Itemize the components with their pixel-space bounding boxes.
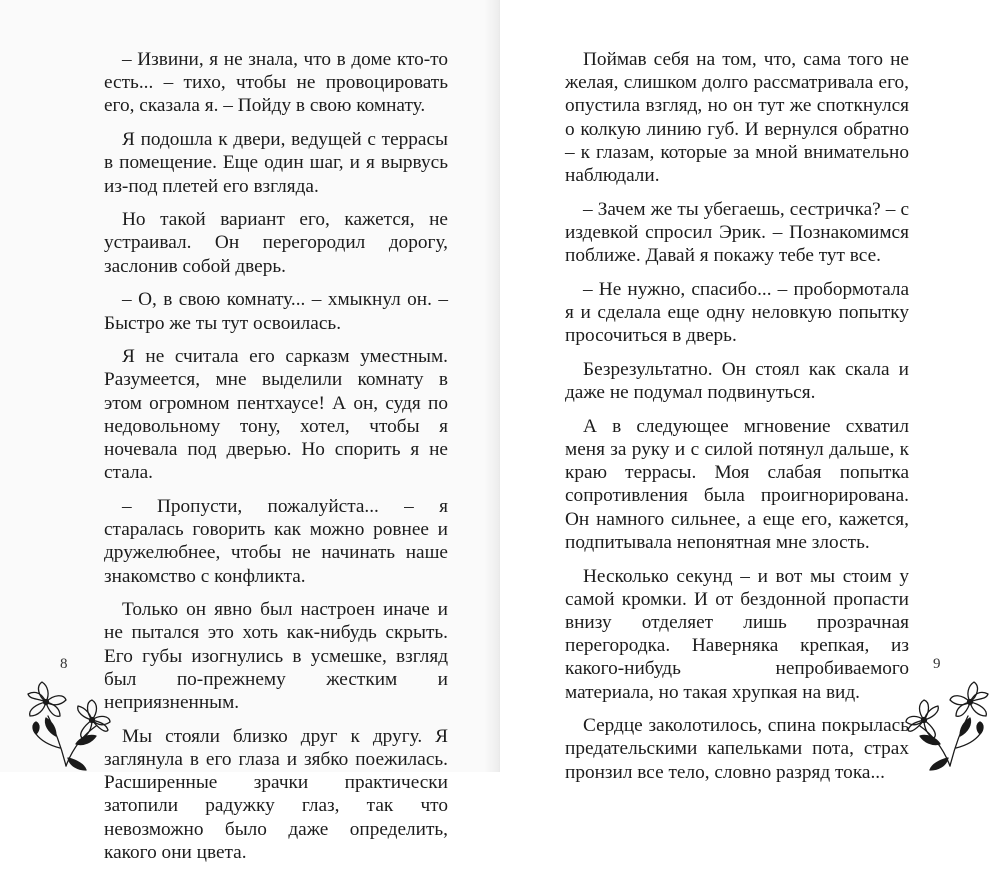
right-text-column bbox=[565, 48, 909, 794]
paragraph: – Извини, я не знала, что в доме кто-то есть... – тихо, чтобы не провоцировать его, сказала я. – Пойду в свою комнату. bbox=[104, 49, 448, 117]
paragraph: – Не нужно, спасибо... – пробормотала я и сделала еще одну неловкую попытку просочиться в дверь. bbox=[565, 278, 909, 347]
paragraph: Но такой вариант его, кажется, не устраивал. Он перегородил дорогу, заслонив собой дверь. bbox=[104, 209, 448, 277]
paragraph: – Пропусти, пожалуйста... – я старалась говорить как можно ровнее и дружелюбнее, чтобы не начинать наше знакомство с конфликта. bbox=[104, 495, 448, 587]
left-text-column bbox=[104, 48, 448, 875]
paragraph: Мы стояли близко друг к другу. Я заглянула в его глаза и зябко поежилась. Расширенные зрачки практически затопили радужку глаз, так что невозможно было даже определить, какого они цвета. bbox=[104, 725, 448, 863]
paragraph: Только он явно был настроен иначе и не пытался это хоть как-нибудь скрыть. Его губы изогнулись в усмешке, взгляд был по-прежнему жестким и неприязненным. bbox=[104, 599, 448, 714]
flower-ornament-icon bbox=[26, 672, 118, 772]
paragraph: Я не считала его сарказм уместным. Разумеется, мне выделили комнату в этом огромном пентхаусе! А он, судя по недовольному тону, хотел, чтобы я ночевала под дверью. Но спорить я не стала. bbox=[104, 346, 448, 484]
paragraph: – Зачем же ты убегаешь, сестричка? – с издевкой спросил Эрик. – Познакомимся поближе. Давай я покажу тебе тут все. bbox=[565, 198, 909, 267]
paragraph: Безрезультатно. Он стоял как скала и даже не подумал подвинуться. bbox=[565, 358, 909, 404]
paragraph: Поймав себя на том, что, сама того не желая, слишком долго рассматривала его, опустила взгляд, но он тут же споткнулся о колкую линию губ. И вернулся обратно – к глазам, которые за мной внимательно наблюдали. bbox=[565, 49, 909, 187]
page-number-right: 9 bbox=[933, 656, 941, 672]
page-number-left: 8 bbox=[60, 656, 68, 672]
right-page bbox=[500, 0, 1000, 783]
paragraph: Несколько секунд – и вот мы стоим у самой кромки. И от бездонной пропасти внизу отделяет лишь прозрачная перегородка. Наверняка крепкая, из какого-нибудь непробиваемого материала, но такая хрупкая на вид. bbox=[565, 565, 909, 703]
paragraph: Сердце заколотилось, спина покрылась предательскими капельками пота, страх пронзил все тело, словно разряд тока... bbox=[565, 715, 909, 783]
paragraph: Я подошла к двери, ведущей с террасы в помещение. Еще один шаг, и я вырвусь из-под плетей его взгляда. bbox=[104, 129, 448, 197]
paragraph: А в следующее мгновение схватил меня за руку и с силой потянул дальше, к краю террасы. Моя слабая попытка сопротивления была проигнорирована. Он намного сильнее, а еще его, кажется, подпитывала непонятная мне злость. bbox=[565, 415, 909, 553]
paragraph: – О, в свою комнату... – хмыкнул он. – Быстро же ты тут освоилась. bbox=[104, 289, 448, 334]
flower-ornament-icon bbox=[898, 672, 990, 772]
left-page bbox=[0, 0, 500, 863]
